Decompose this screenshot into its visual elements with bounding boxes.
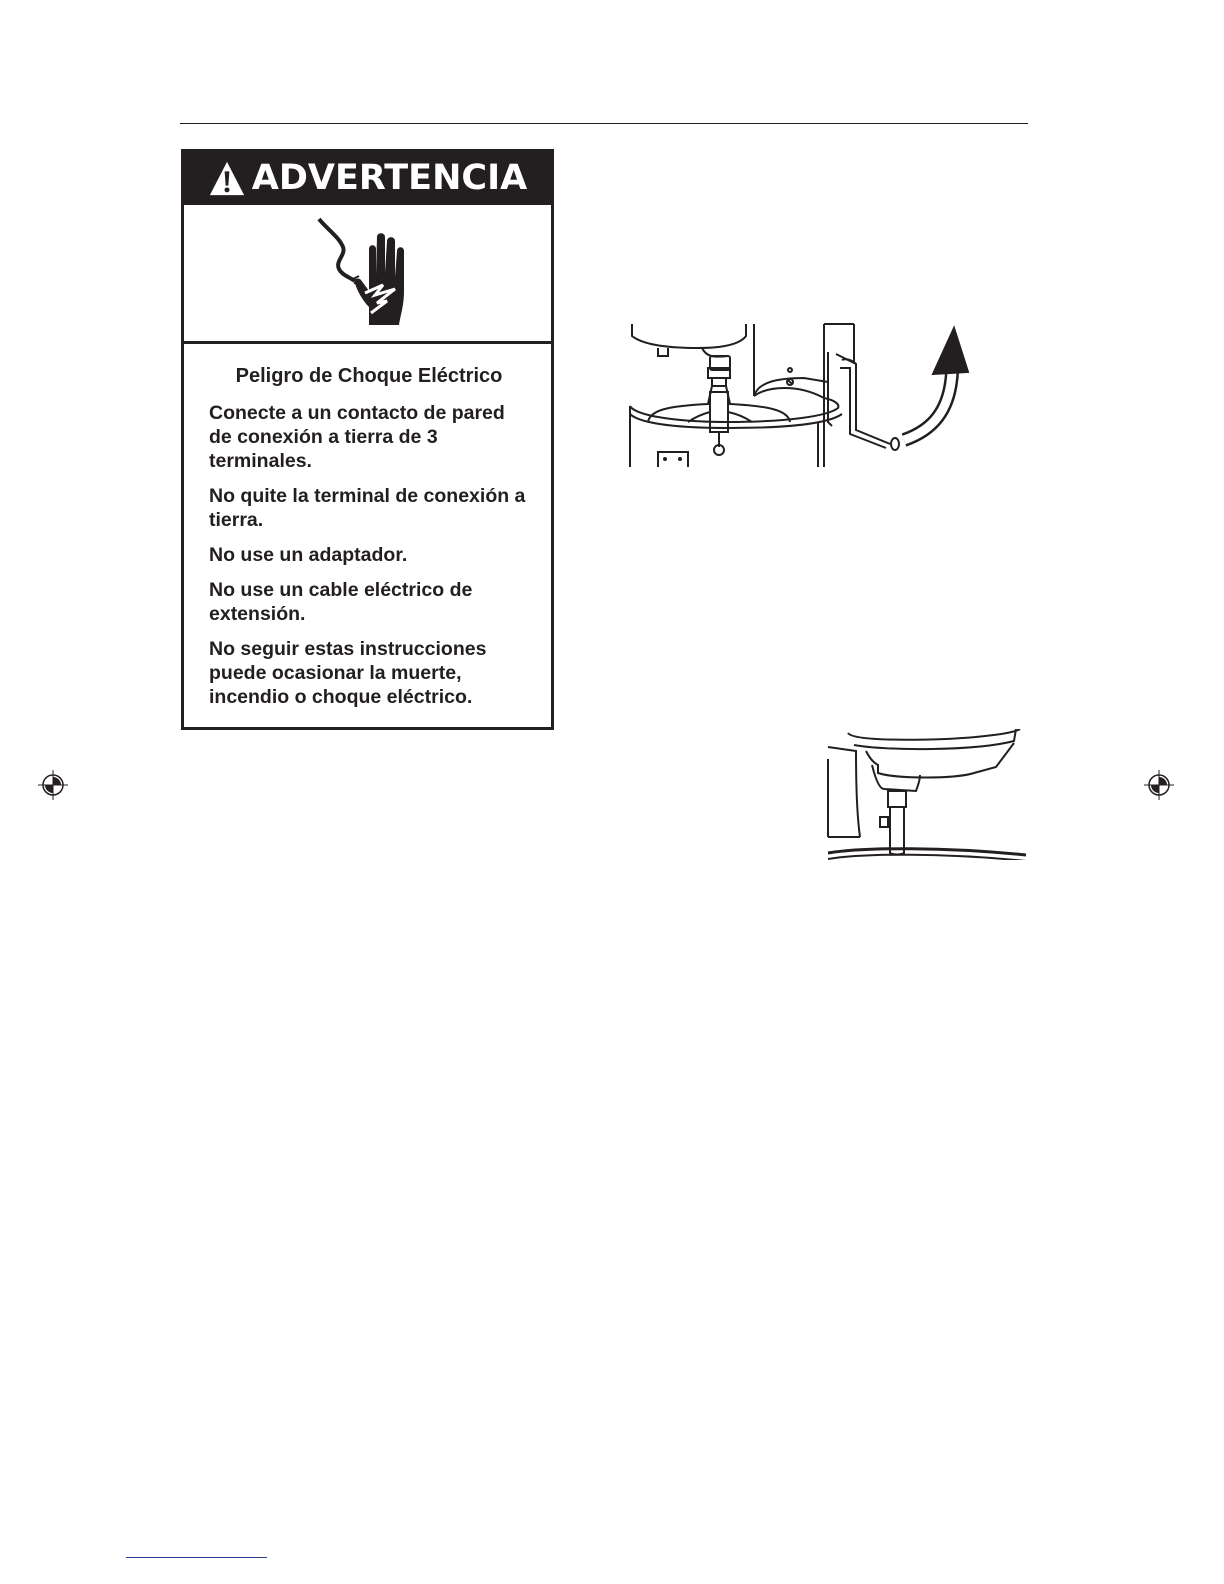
warning-line: Conecte a un contacto de pared de conexión a tierra de 3 terminales. [209,402,505,472]
warning-line: No use un adaptador. [209,544,408,566]
electric-shock-hand-icon [313,217,423,329]
warning-header [184,152,551,205]
top-divider [180,123,1028,124]
warning-title: ADVERTENCIA [251,158,528,198]
registration-mark-icon [38,770,68,800]
symbol-panel [184,205,551,344]
warning-triangle-icon [208,160,246,198]
bottom-divider [126,1557,267,1558]
hazard-title: Peligro de Choque Eléctrico [235,365,503,387]
warning-line: No use un cable eléctrico de extensión. [209,579,473,625]
registration-mark-icon [1144,770,1174,800]
warning-body [184,344,551,709]
warning-line: No quite la terminal de conexión a tierra. [209,485,526,531]
warning-box [181,149,554,730]
warning-line: No seguir estas instrucciones puede ocasionar la muerte, incendio o choque eléctrico. [209,638,487,708]
mixer-head-lift-lever-icon [628,322,973,467]
mixer-head-beater-shaft-icon [826,729,1028,860]
